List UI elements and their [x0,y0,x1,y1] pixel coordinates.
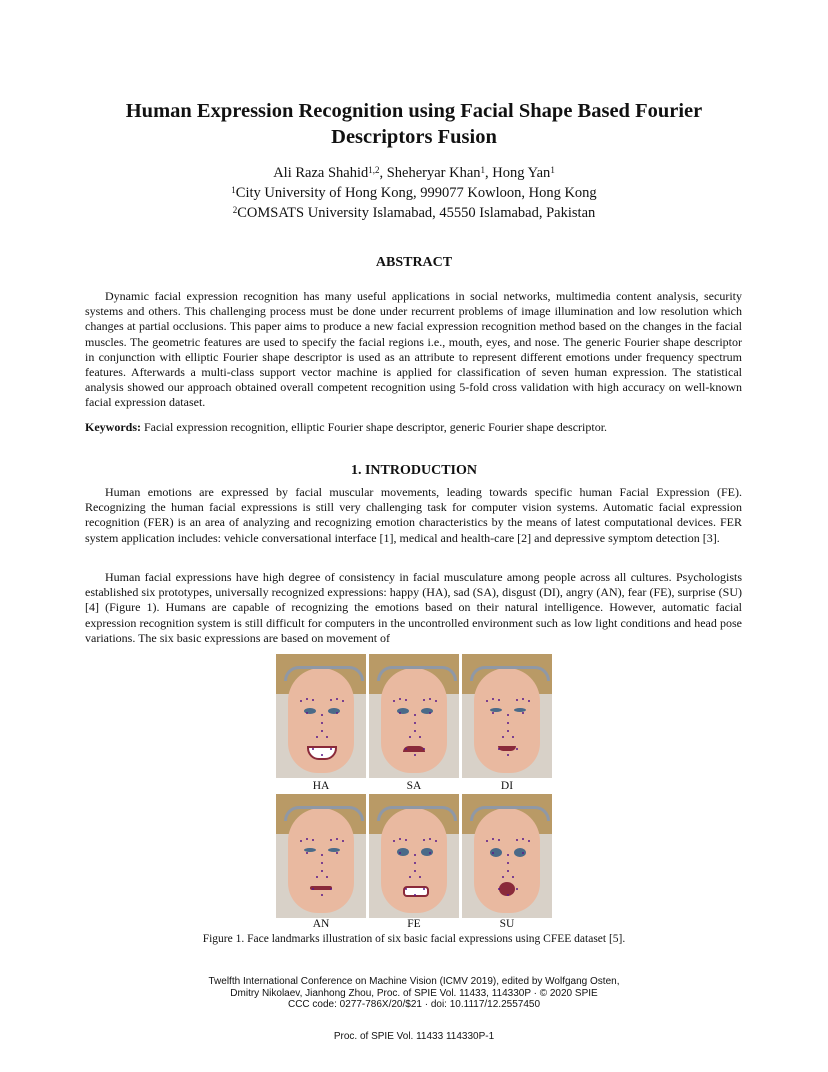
landmark-dot [306,838,308,840]
affiliation-2-text: COMSATS University Islamabad, 45550 Islamabad, Pakistan [237,205,596,221]
landmark-dot [405,748,407,750]
landmark-dot [502,876,504,878]
landmark-dot [435,700,437,702]
landmark-dot [321,870,323,872]
label-surprise: SU [499,918,515,930]
abstract-text: Dynamic facial expression recognition has many useful applications in social networks, multimedia content analysis, security systems and others. This challenging process must be done under recurrent problems of image illumination and low resolution which changes at partial occlusions. This paper aims to produce a new facial expression recognition method based on the changes in the facial muscles. The geometric features are used to specify the facial regions i.e., mouth, eyes, and nose. The generic Fourier shape descriptor in conjunction with elliptic Fourier shape descriptor is used as an attribute to represent different emotions under frequency spectrum features. Afterwards a multi-class support vector machine is applied for classification of seven human expression. The statistical analysis showed our approach obtained overall competent recognition using 5-fold cross validation with high accuracy on well-known facial expression dataset. [85,289,742,410]
landmark-dot [316,876,318,878]
landmark-dot [414,862,416,864]
landmark-dot [321,894,323,896]
landmark-dot [423,699,425,701]
landmark-dot [405,699,407,701]
landmark-dot [336,852,338,854]
landmark-dot [409,876,411,878]
affiliation-1-sup: 1 [231,185,236,195]
keywords-text: Facial expression recognition, elliptic Fourier shape descriptor, generic Fourier shape descriptor. [141,420,608,434]
label-sad: SA [406,780,422,792]
landmark-dot [321,730,323,732]
author-1-sup: 1,2 [368,165,380,175]
affiliation-2 [80,203,748,223]
label-disgust: DI [500,780,514,792]
footer-line-3: CCC code: 0277-786X/20/$21 · doi: 10.1117/12.2557450 [287,999,541,1010]
landmark-dot [300,700,302,702]
landmark-dot [423,839,425,841]
landmark-dot [507,870,509,872]
landmark-dot [492,712,494,714]
landmark-dot [512,876,514,878]
landmark-dot [321,714,323,716]
author-3: , Hong Yan [485,165,551,181]
landmark-dot [312,699,314,701]
landmark-dot [507,894,509,896]
landmark-dot [405,888,407,890]
landmark-dot [516,699,518,701]
landmark-dot [502,736,504,738]
landmark-dot [492,838,494,840]
paper-title [80,98,748,150]
landmark-dot [429,712,431,714]
author-3-sup: 1 [550,165,555,175]
landmark-dot [321,722,323,724]
landmark-dot [306,712,308,714]
intro-paragraph-1: Human emotions are expressed by facial muscular movements, leading towards specific human Facial Expression (FE). Recognizing the human facial expressions is still very challenging task for computer vision systems. Automatic facial expression recognition (FER) is an area of analyzing and recognizing emotion characteristics by the means of latest computational devices. FER system application includes: vehicle conversational interface [1], medical and health-care [2] and depressive symptom detection [3]. [85,485,742,545]
landmark-dot [409,736,411,738]
landmark-dot [306,852,308,854]
landmark-dot [336,712,338,714]
landmark-dot [507,730,509,732]
label-angry: AN [312,918,330,930]
landmark-dot [419,736,421,738]
introduction-heading: 1. INTRODUCTION [350,463,477,478]
landmark-dot [336,838,338,840]
landmark-dot [429,852,431,854]
landmark-dot [498,839,500,841]
landmark-dot [330,748,332,750]
landmark-dot [435,840,437,842]
landmark-dot [399,698,401,700]
face-image-surprise [462,794,552,918]
landmark-dot [512,736,514,738]
landmark-dot [342,700,344,702]
landmark-dot [516,888,518,890]
landmark-dot [399,712,401,714]
face-image-happy [276,654,366,778]
landmark-dot [336,698,338,700]
face-image-fear [369,794,459,918]
landmark-dot [321,862,323,864]
landmark-dot [507,754,509,756]
face-image-disgust [462,654,552,778]
label-fear: FE [407,918,421,930]
landmark-dot [507,854,509,856]
landmark-dot [429,698,431,700]
footer-line-2: Dmitry Nikolaev, Jianhong Zhou, Proc. of SPIE Vol. 11433, 114330P · © 2020 SPIE [230,987,598,999]
author-2: , Sheheryar Khan [379,165,481,181]
landmark-dot [330,839,332,841]
author-list [80,163,748,183]
landmark-dot [429,838,431,840]
landmark-dot [414,754,416,756]
title-line-2: Descriptors Fusion [331,126,497,148]
landmark-dot [522,838,524,840]
affiliation-1-text: City University of Hong Kong, 999077 Kowloon, Hong Kong [235,185,597,201]
landmark-dot [414,714,416,716]
landmark-dot [498,748,500,750]
landmark-dot [516,839,518,841]
label-happy: HA [312,780,330,792]
landmark-dot [498,699,500,701]
keywords [85,420,742,435]
landmark-dot [405,839,407,841]
landmark-dot [312,888,314,890]
landmark-dot [399,838,401,840]
landmark-dot [507,862,509,864]
landmark-dot [528,840,530,842]
landmark-dot [312,748,314,750]
landmark-dot [423,748,425,750]
landmark-dot [330,888,332,890]
landmark-dot [507,722,509,724]
landmark-dot [507,714,509,716]
figure-1 [276,654,552,930]
landmark-dot [326,876,328,878]
landmark-dot [522,712,524,714]
landmark-dot [414,894,416,896]
landmark-dot [414,854,416,856]
landmark-dot [486,700,488,702]
landmark-dot [492,698,494,700]
landmark-dot [300,840,302,842]
landmark-dot [393,700,395,702]
landmark-dot [330,699,332,701]
landmark-dot [316,736,318,738]
landmark-dot [306,698,308,700]
landmark-dot [326,736,328,738]
landmark-dot [342,840,344,842]
affiliation-2-sup: 2 [232,205,238,215]
author-2-sup: 1 [480,165,486,175]
landmark-dot [393,840,395,842]
page-footer: Proc. of SPIE Vol. 11433 114330P-1 [333,1031,495,1042]
affiliation-1 [80,183,748,203]
landmark-dot [522,698,524,700]
landmark-dot [522,852,524,854]
landmark-dot [498,888,500,890]
intro-paragraph-2: Human facial expressions have high degree of consistency in facial musculature among people across all cultures. Psychologists established six prototypes, universally recognized expressions: happy (HA), sad (SA), disgust (DI), angry (AN), fear (FE), surprise (SU) [4] (Figure 1). Humans are capable of recognizing the emotions based on their natural intelligence. However, automatic facial expression recognition system is still difficult for computers in the uncontrolled environment such as low light conditions and head pose variations. The six basic expressions are based on movement of [85,570,742,645]
title-line-1: Human Expression Recognition using Facial Shape Based Fourier [125,100,703,122]
landmark-dot [528,700,530,702]
face-image-sad [369,654,459,778]
landmark-dot [414,870,416,872]
landmark-dot [516,748,518,750]
figure-caption: Figure 1. Face landmarks illustration of six basic facial expressions using CFEE dataset [5]. [202,933,626,945]
keywords-label: Keywords: [85,420,141,434]
face-image-angry [276,794,366,918]
footer-line-1: Twelfth International Conference on Machine Vision (ICMV 2019), edited by Wolfgang Osten, [208,976,620,987]
conference-footer [80,976,748,1011]
landmark-dot [423,888,425,890]
landmark-dot [321,754,323,756]
landmark-dot [414,730,416,732]
landmark-dot [321,854,323,856]
landmark-dot [486,840,488,842]
landmark-dot [419,876,421,878]
author-1: Ali Raza Shahid [273,165,369,181]
abstract-heading: ABSTRACT [375,255,453,270]
landmark-dot [399,852,401,854]
landmark-dot [312,839,314,841]
landmark-dot [414,722,416,724]
landmark-dot [492,852,494,854]
